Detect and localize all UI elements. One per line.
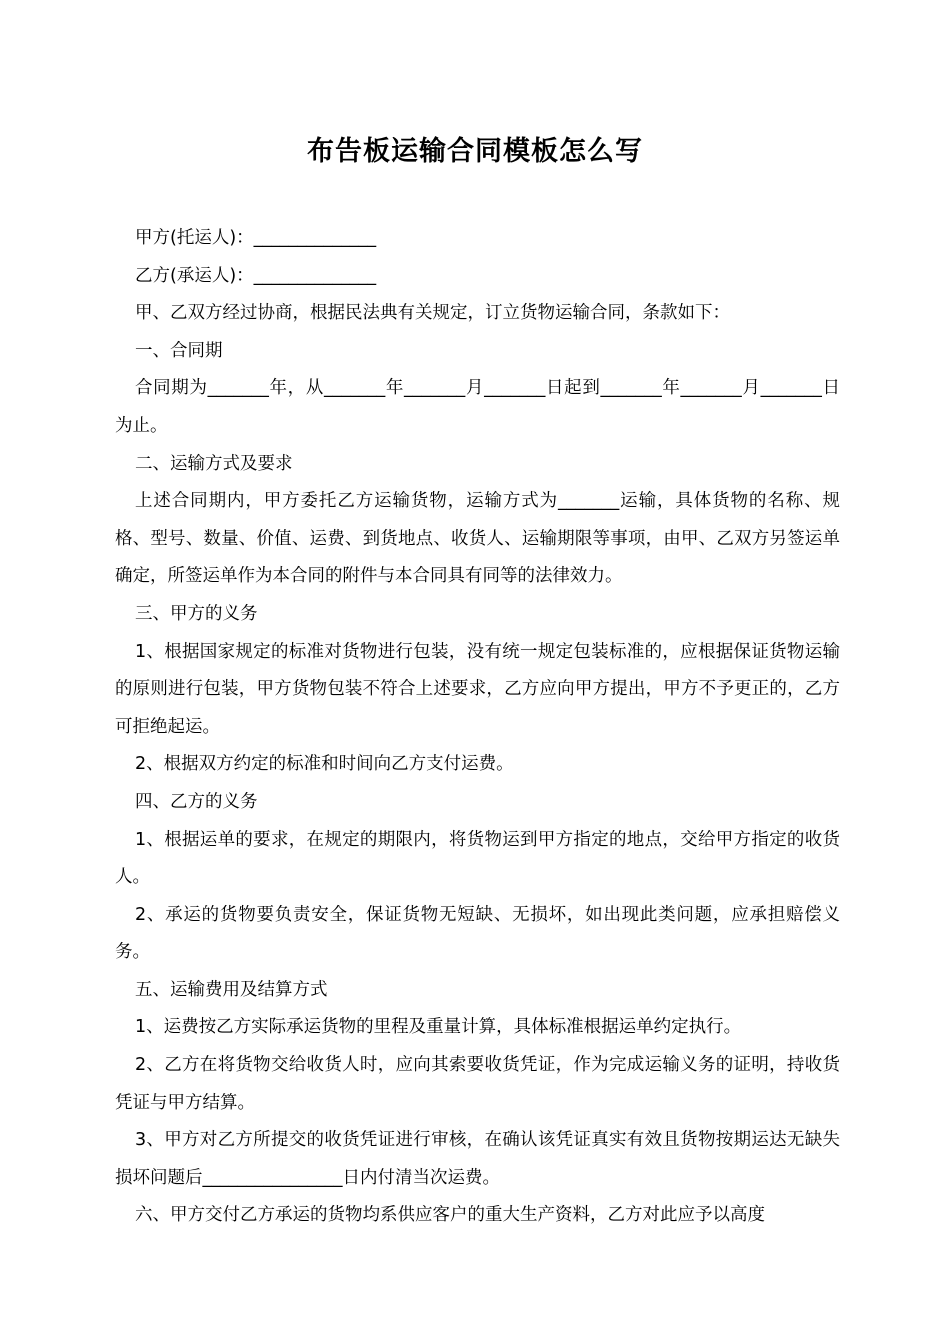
section-heading-fees: 五、运输费用及结算方式: [135, 979, 328, 1000]
party-b-duty-2: 2、承运的货物要负责安全，保证货物无短缺、无损坏，如出现此类问题，应承担赔偿义务。: [115, 904, 840, 963]
party-a-line: 甲方(托运人)：______________: [135, 228, 377, 248]
fees-clause-2: 2、乙方在将货物交给收货人时，应向其索要收货凭证，作为完成运输义务的证明，持收货凭证与甲方结算。: [115, 1055, 840, 1113]
preamble-paragraph: 甲、乙双方经过协商，根据民法典有关规定，订立货物运输合同，条款如下：: [135, 303, 730, 324]
section-heading-party-a-duties: 三、甲方的义务: [135, 603, 258, 624]
fees-clause-1: 1、运费按乙方实际承运货物的里程及重量计算，具体标准根据运单约定执行。: [135, 1017, 742, 1038]
fees-clause-3: 3、甲方对乙方所提交的收货凭证进行审核，在确认该凭证真实有效且货物按期运达无缺失损坏问题后________________日内付清当次运费。: [115, 1130, 840, 1188]
party-b-duty-1: 1、根据运单的要求，在规定的期限内，将货物运到甲方指定的地点，交给甲方指定的收货人。: [115, 829, 840, 888]
document-body: [115, 220, 840, 1235]
party-a-duty-2: 2、根据双方约定的标准和时间向乙方支付运费。: [135, 754, 514, 775]
section-six-paragraph: 六、甲方交付乙方承运的货物均系供应客户的重大生产资料，乙方对此应予以高度: [135, 1205, 765, 1226]
section-heading-party-b-duties: 四、乙方的义务: [135, 791, 258, 812]
section-heading-term: 一、合同期: [135, 340, 223, 361]
section-heading-method: 二、运输方式及要求: [135, 453, 293, 474]
party-b-line: 乙方(承运人)：______________: [135, 265, 377, 286]
method-paragraph: 上述合同期内，甲方委托乙方运输货物，运输方式为_______运输，具体货物的名称、规格、型号、数量、价值、运费、到货地点、收货人、运输期限等事项，由甲、乙双方另签运单确定，所签运单作为本合同的附件与本合同具有同等的法律效力。: [115, 491, 840, 587]
party-a-duty-1: 1、根据国家规定的标准对货物进行包装，没有统一规定包装标准的，应根据保证货物运输的原则进行包装，甲方货物包装不符合上述要求，乙方应向甲方提出，甲方不予更正的，乙方可拒绝起运。: [115, 641, 840, 737]
document-title: 布告板运输合同模板怎么写: [307, 136, 643, 167]
term-paragraph: 合同期为_______年，从_______年_______月_______日起到_______年_______月_______日为止。: [115, 378, 840, 436]
